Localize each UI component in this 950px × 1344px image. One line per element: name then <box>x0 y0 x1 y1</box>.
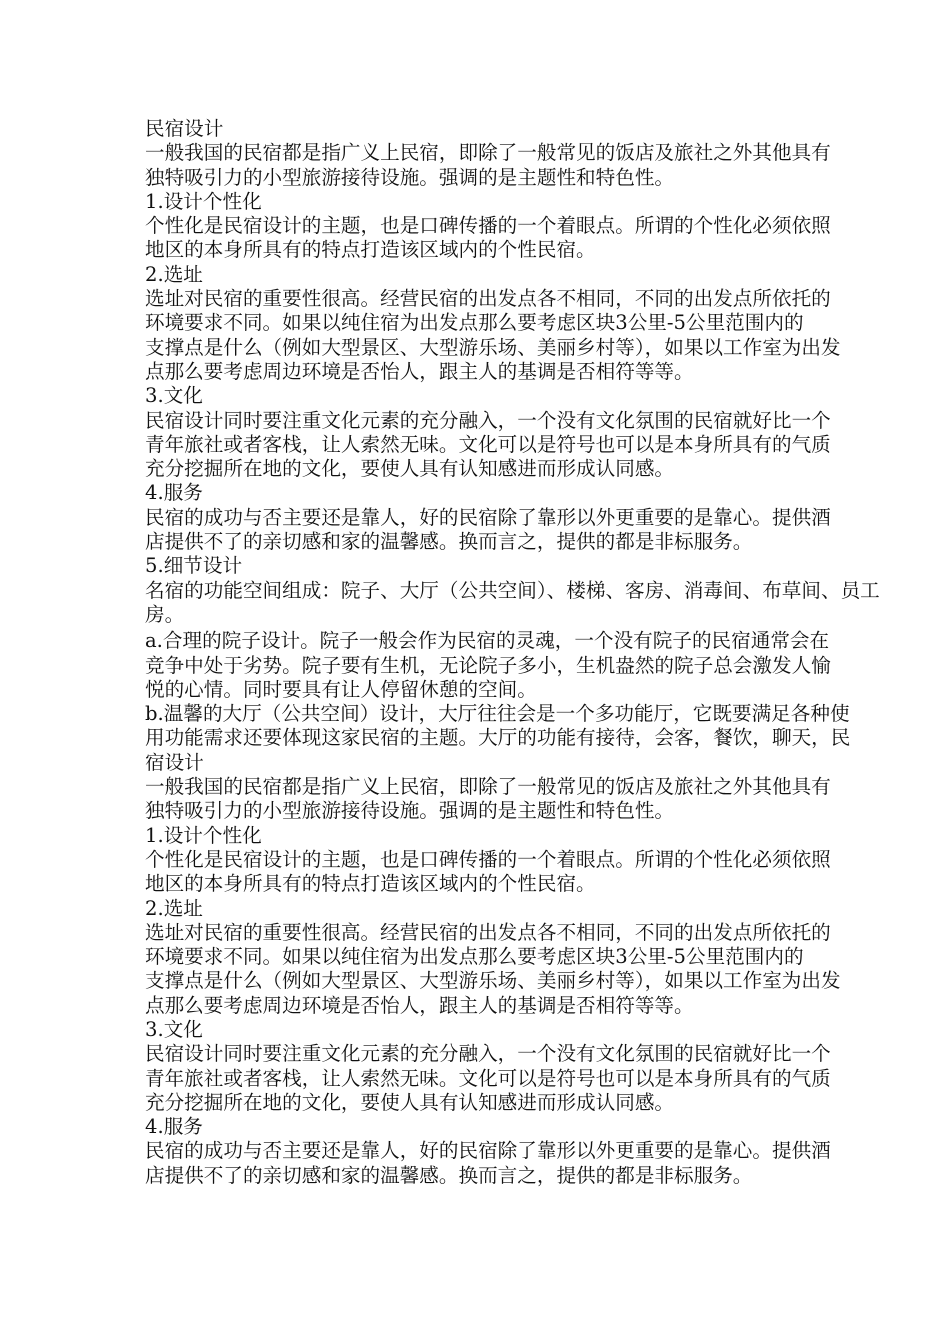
text-line: 房。 <box>145 602 185 626</box>
text-line: 民宿的成功与否主要还是靠人，好的民宿除了靠形以外更重要的是靠心。提供酒 <box>145 1139 831 1163</box>
text-line: 民宿的成功与否主要还是靠人，好的民宿除了靠形以外更重要的是靠心。提供酒 <box>145 505 831 529</box>
text-line: 店提供不了的亲切感和家的温馨感。换而言之，提供的都是非标服务。 <box>145 530 753 554</box>
text-line: 选址对民宿的重要性很高。经营民宿的出发点各不相同，不同的出发点所依托的 <box>145 920 831 944</box>
text-line: 点那么要考虑周边环境是否怡人，跟主人的基调是否相符等等。 <box>145 359 694 383</box>
text-line: 3.文化 <box>145 384 203 408</box>
text-line: 2.选址 <box>145 262 203 286</box>
text-line: 地区的本身所具有的特点打造该区域内的个性民宿。 <box>145 872 596 896</box>
text-line: 青年旅社或者客栈，让人索然无味。文化可以是符号也可以是本身所具有的气质 <box>145 1066 831 1090</box>
text-line: 一般我国的民宿都是指广义上民宿，即除了一般常见的饭店及旅社之外其他具有 <box>145 141 831 165</box>
text-line: 支撑点是什么（例如大型景区、大型游乐场、美丽乡村等），如果以工作室为出发 <box>145 969 841 993</box>
text-line: 名宿的功能空间组成：院子、大厅（公共空间）、楼梯、客房、消毒间、布草间、员工 <box>145 578 880 602</box>
text-line: 支撑点是什么（例如大型景区、大型游乐场、美丽乡村等），如果以工作室为出发 <box>145 335 841 359</box>
text-line: 一般我国的民宿都是指广义上民宿，即除了一般常见的饭店及旅社之外其他具有 <box>145 775 831 799</box>
text-line: 4.服务 <box>145 1115 203 1139</box>
text-line: 1.设计个性化 <box>145 189 262 213</box>
text-line: 民宿设计同时要注重文化元素的充分融入，一个没有文化氛围的民宿就好比一个 <box>145 408 831 432</box>
text-line: 悦的心情。同时要具有让人停留休憩的空间。 <box>145 677 537 701</box>
text-line: 店提供不了的亲切感和家的温馨感。换而言之，提供的都是非标服务。 <box>145 1163 753 1187</box>
text-line: 1.设计个性化 <box>145 823 262 847</box>
text-line: 民宿设计同时要注重文化元素的充分融入，一个没有文化氛围的民宿就好比一个 <box>145 1042 831 1066</box>
text-line: 点那么要考虑周边环境是否怡人，跟主人的基调是否相符等等。 <box>145 993 694 1017</box>
text-line: 个性化是民宿设计的主题，也是口碑传播的一个着眼点。所谓的个性化必须依照 <box>145 214 831 238</box>
text-line: 4.服务 <box>145 481 203 505</box>
text-line: 青年旅社或者客栈，让人索然无味。文化可以是符号也可以是本身所具有的气质 <box>145 432 831 456</box>
text-line: 2.选址 <box>145 896 203 920</box>
text-line: 环境要求不同。如果以纯住宿为出发点那么要考虑区块3公里-5公里范围内的 <box>145 945 804 969</box>
text-line: 5.细节设计 <box>145 554 243 578</box>
text-line: 民宿设计 <box>145 117 224 140</box>
text-line: b.温馨的大厅（公共空间）设计，大厅往往会是一个多功能厅，它既要满足各种使 <box>145 702 850 726</box>
text-line: 独特吸引力的小型旅游接待设施。强调的是主题性和特色性。 <box>145 799 675 823</box>
text-line: 地区的本身所具有的特点打造该区域内的个性民宿。 <box>145 238 596 262</box>
text-line: 充分挖掘所在地的文化，要使人具有认知感进而形成认同感。 <box>145 457 675 481</box>
text-line: 选址对民宿的重要性很高。经营民宿的出发点各不相同，不同的出发点所依托的 <box>145 287 831 311</box>
text-line: 独特吸引力的小型旅游接待设施。强调的是主题性和特色性。 <box>145 165 675 189</box>
text-line: 充分挖掘所在地的文化，要使人具有认知感进而形成认同感。 <box>145 1090 675 1114</box>
document-body <box>145 117 880 1188</box>
text-line: 宿设计 <box>145 750 204 774</box>
text-line: 个性化是民宿设计的主题，也是口碑传播的一个着眼点。所谓的个性化必须依照 <box>145 847 831 871</box>
text-line: 3.文化 <box>145 1017 203 1041</box>
text-line: 竞争中处于劣势。院子要有生机，无论院子多小，生机盎然的院子总会激发人愉 <box>145 653 831 677</box>
text-line: 环境要求不同。如果以纯住宿为出发点那么要考虑区块3公里-5公里范围内的 <box>145 311 804 335</box>
text-line: 用功能需求还要体现这家民宿的主题。大厅的功能有接待，会客，餐饮，聊天，民 <box>145 726 851 750</box>
text-line: a.合理的院子设计。院子一般会作为民宿的灵魂，一个没有院子的民宿通常会在 <box>145 629 830 653</box>
